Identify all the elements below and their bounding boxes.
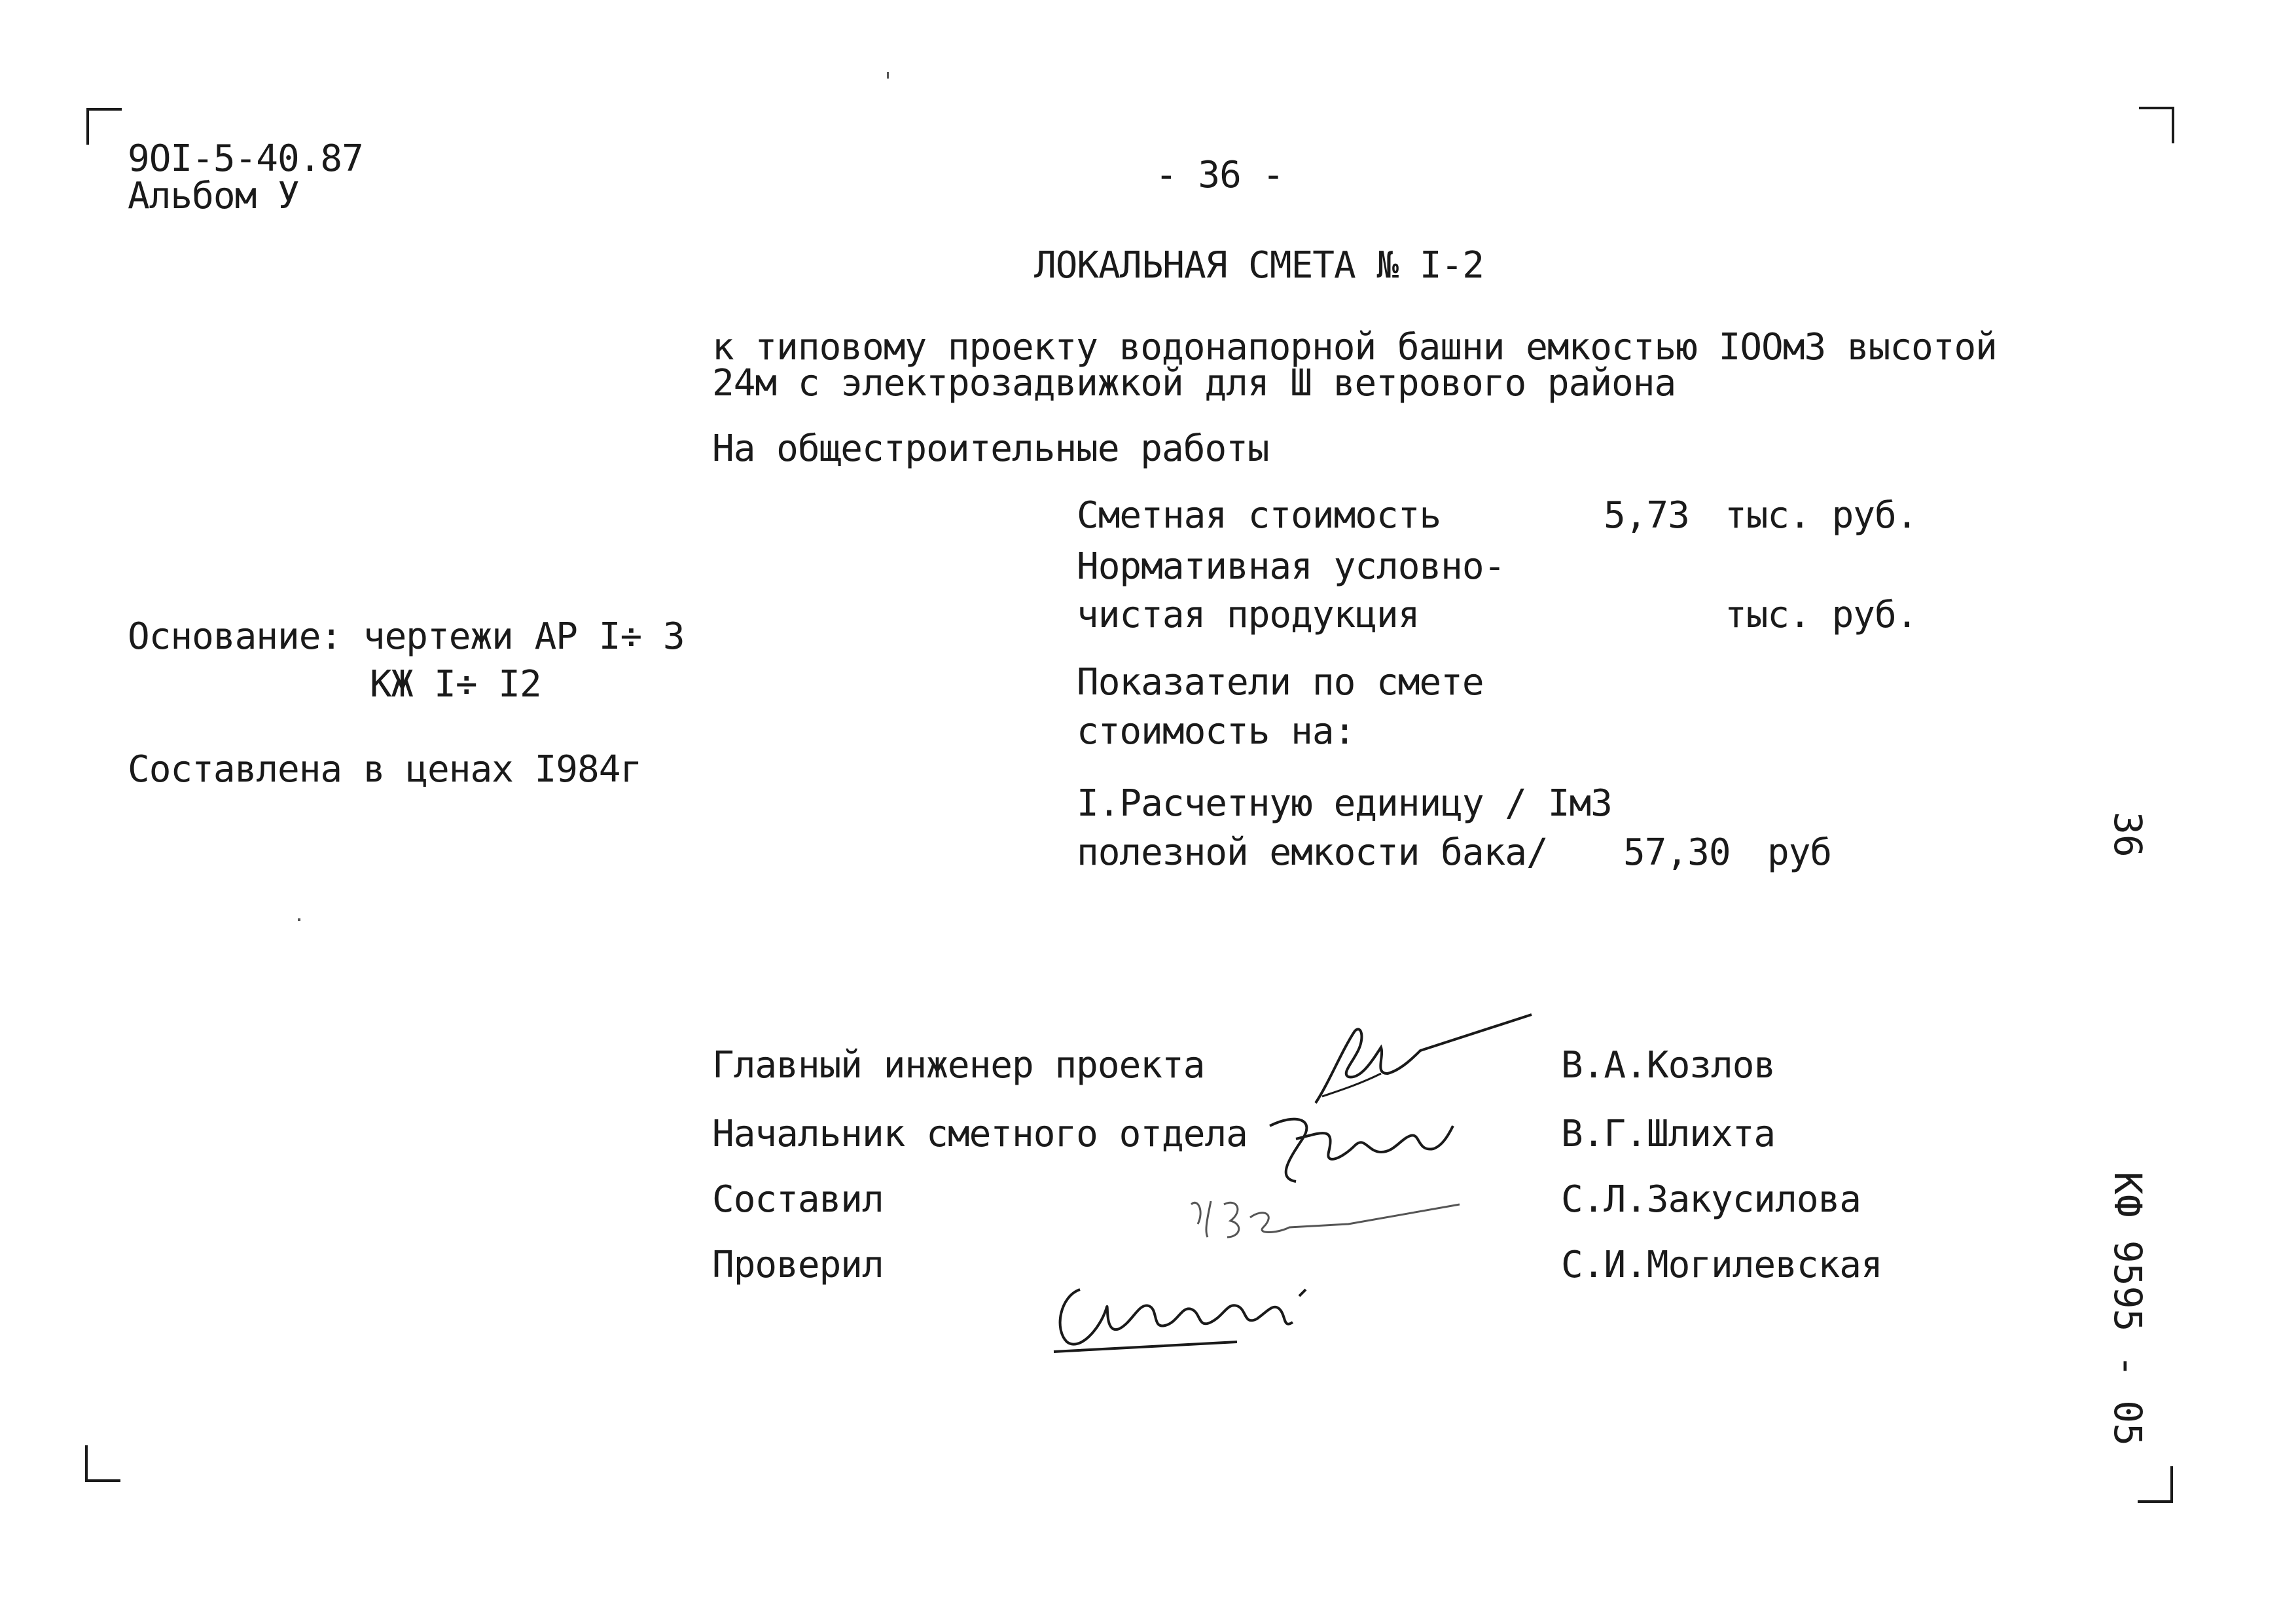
- net-product-label-line-2: чистая продукция: [1077, 594, 1420, 636]
- signature-name: В.Г.Шлихта: [1561, 1113, 1776, 1155]
- handwritten-signature-compiler: [1178, 1172, 1466, 1250]
- document-title: ЛОКАЛЬНАЯ СМЕТА № I-2: [1034, 244, 1484, 287]
- margin-page-number: 36: [2106, 812, 2150, 857]
- cost-label: Сметная стоимость: [1077, 494, 1441, 537]
- unit-cost-value: 57,30: [1623, 831, 1731, 874]
- signature-role: Главный инженер проекта: [712, 1044, 1205, 1087]
- scan-speck: [887, 72, 889, 79]
- signature-role: Начальник сметного отдела: [712, 1113, 1248, 1155]
- net-product-unit: тыс. руб.: [1725, 594, 1918, 636]
- cost-unit: тыс. руб.: [1725, 494, 1918, 537]
- archive-stamp: КФ 9595 - 05: [2106, 1172, 2150, 1447]
- unit-cost-line-1: I.Расчетную единицу / IмЗ: [1077, 782, 1612, 825]
- basis-line-1: Основание: чертежи АР I÷ З: [128, 615, 685, 658]
- net-product-label-line-1: Нормативная условно-: [1077, 545, 1505, 588]
- signature-role: Составил: [712, 1178, 884, 1221]
- cost-value: 5,73: [1604, 494, 1689, 537]
- prices-note: Составлена в ценах I984г: [128, 748, 642, 791]
- work-type: На общестроительные работы: [712, 427, 1269, 470]
- indicators-line-2: стоимость на:: [1077, 710, 1356, 753]
- signature-name: С.Л.Закусилова: [1561, 1178, 1861, 1221]
- subtitle-line-1: к типовому проекту водонапорной башни емкостью IOOмЗ высотой: [712, 326, 1997, 369]
- album-label: Альбом У: [128, 175, 299, 217]
- basis-line-2: КЖ I÷ I2: [370, 663, 541, 706]
- signature-name: В.А.Козлов: [1561, 1044, 1776, 1087]
- unit-cost-currency: руб: [1767, 831, 1832, 874]
- signature-role: Проверил: [712, 1244, 884, 1286]
- indicators-line-1: Показатели по смете: [1077, 661, 1484, 704]
- scan-speck: [298, 918, 300, 921]
- corner-mark-top-right: [2139, 107, 2174, 143]
- document-code: 9OI-5-40.87: [128, 137, 363, 180]
- signature-name: С.И.Могилевская: [1561, 1244, 1882, 1286]
- corner-mark-top-left: [86, 108, 122, 145]
- handwritten-signature-checker: [1041, 1257, 1342, 1362]
- corner-mark-bottom-right: [2138, 1466, 2173, 1503]
- unit-cost-line-2: полезной емкости бака/: [1077, 831, 1548, 874]
- subtitle-line-2: 24м с электрозадвижкой для Ш ветрового района: [712, 362, 1676, 405]
- page-number: - 36 -: [1155, 154, 1284, 196]
- corner-mark-bottom-left: [85, 1445, 120, 1482]
